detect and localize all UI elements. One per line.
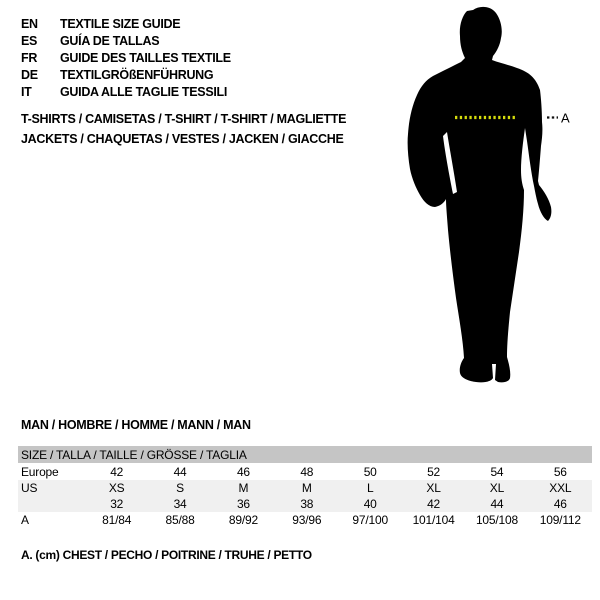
- man-silhouette: [408, 7, 552, 382]
- guide-title: GUIDA ALLE TAGLIE TESSILI: [60, 84, 228, 99]
- size-cell: 101/104: [412, 513, 455, 527]
- size-cell: 46: [553, 497, 567, 511]
- table-row-chest-a: [18, 512, 592, 528]
- size-cell: 42: [427, 497, 441, 511]
- size-cell: 44: [173, 465, 187, 479]
- size-cell: 81/84: [102, 513, 132, 527]
- lang-row-fr: [21, 49, 231, 66]
- size-cell: 54: [490, 465, 504, 479]
- size-cell: 56: [553, 465, 567, 479]
- size-cell: XXL: [549, 481, 572, 495]
- measurement-footnote: A. (cm) CHEST / PECHO / POITRINE / TRUHE / PETTO: [21, 548, 312, 562]
- size-cell: 36: [236, 497, 250, 511]
- size-cell: 89/92: [228, 513, 258, 527]
- size-cell: 34: [173, 497, 187, 511]
- size-cell: 32: [110, 497, 124, 511]
- table-row-us: [18, 480, 592, 496]
- guide-title: GUIDE DES TAILLES TEXTILE: [60, 50, 231, 65]
- lang-code: FR: [21, 50, 38, 65]
- size-cell: 105/108: [475, 513, 518, 527]
- lang-row-de: [21, 66, 231, 83]
- size-cell: 44: [490, 497, 504, 511]
- size-cell: 52: [427, 465, 441, 479]
- section-title-man: MAN / HOMBRE / HOMME / MANN / MAN: [21, 418, 251, 432]
- size-cell: L: [366, 481, 374, 495]
- size-cell: XL: [426, 481, 441, 495]
- size-cell: 46: [236, 465, 250, 479]
- table-row-numeric: [18, 496, 592, 512]
- lang-row-it: [21, 83, 231, 100]
- size-cell: 97/100: [352, 513, 388, 527]
- man-silhouette-svg: [395, 0, 595, 400]
- row-label: Europe: [21, 465, 59, 479]
- size-table: [18, 446, 592, 528]
- measure-label-a: A: [561, 110, 570, 126]
- lang-code: DE: [21, 67, 38, 82]
- size-cell: 40: [363, 497, 377, 511]
- size-cell: XS: [108, 481, 125, 495]
- size-cell: 109/112: [539, 513, 581, 527]
- lang-row-en: [21, 15, 231, 32]
- size-cell: XL: [489, 481, 505, 495]
- lang-code: EN: [21, 16, 38, 31]
- lang-code: IT: [21, 84, 32, 99]
- size-cell: 42: [110, 465, 124, 479]
- size-cell: M: [238, 481, 249, 495]
- guide-title: TEXTILE SIZE GUIDE: [60, 16, 181, 31]
- size-cell: S: [176, 481, 184, 495]
- row-label: US: [21, 481, 38, 495]
- size-cell: 93/96: [292, 513, 322, 527]
- row-label: A: [21, 513, 29, 527]
- guide-title: TEXTILGRÖßENFÜHRUNG: [60, 67, 214, 82]
- language-title-block: [21, 15, 231, 100]
- size-table-header: SIZE / TALLA / TAILLE / GRÖSSE / TAGLIA: [18, 446, 592, 463]
- garment-types: [21, 109, 346, 149]
- garment-type-tshirts: T-SHIRTS / CAMISETAS / T-SHIRT / T-SHIRT / MAGLIETTE: [21, 112, 347, 126]
- size-cell: M: [301, 481, 312, 495]
- size-cell: 85/88: [165, 513, 195, 527]
- lang-code: ES: [21, 33, 38, 48]
- guide-title: GUÍA DE TALLAS: [60, 33, 160, 48]
- garment-type-jackets: JACKETS / CHAQUETAS / VESTES / JACKEN / GIACCHE: [21, 132, 344, 146]
- size-guide-figure: [395, 0, 595, 400]
- size-cell: 50: [363, 465, 377, 479]
- lang-row-es: [21, 32, 231, 49]
- table-row-europe: [18, 464, 592, 480]
- size-cell: 38: [300, 497, 314, 511]
- size-cell: 48: [300, 465, 314, 479]
